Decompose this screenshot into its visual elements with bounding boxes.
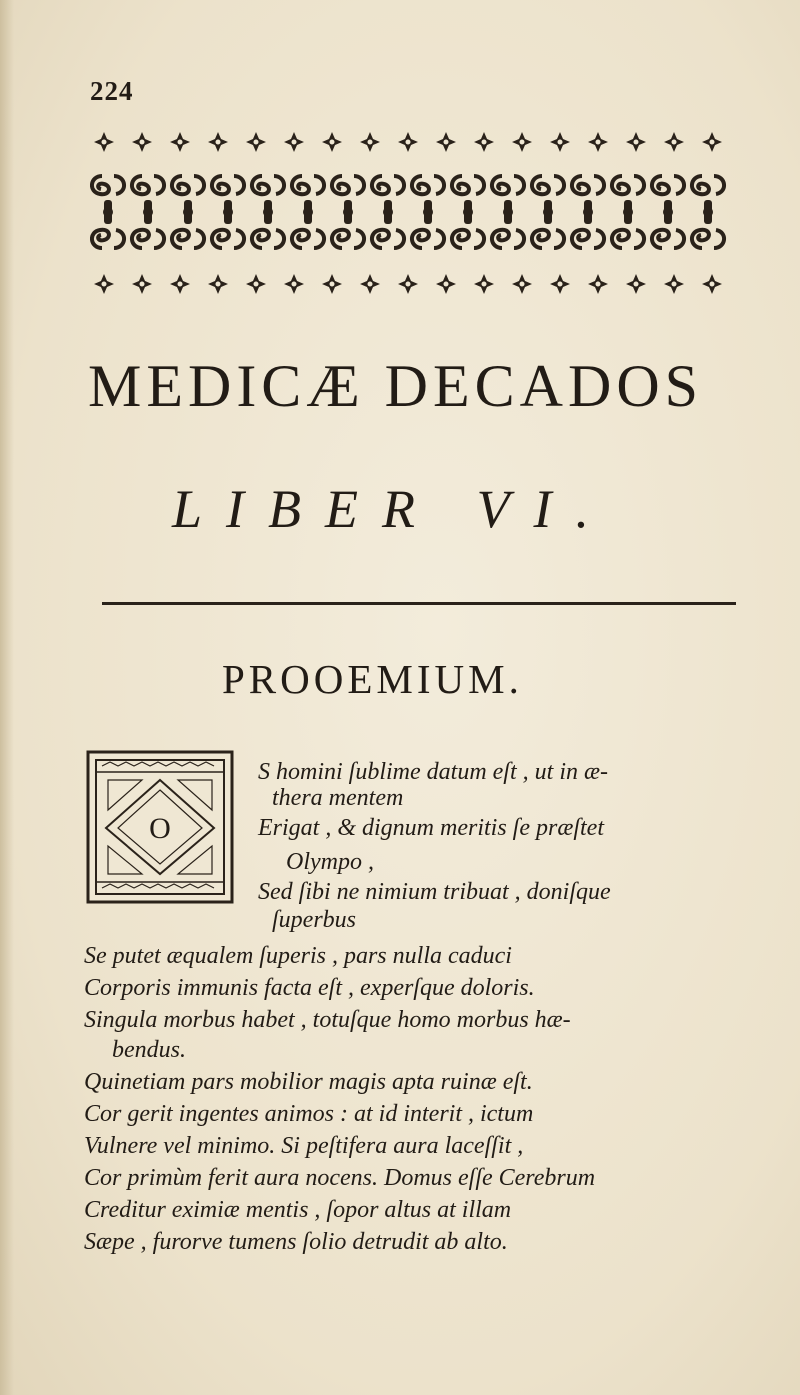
verse-line: Vulnere vel minimo. Si peſtifera aura laceſſit , [84,1133,524,1159]
verse-line: Corporis immunis facta eſt , experſque doloris. [84,975,535,1001]
gutter-shadow [0,0,14,1395]
verse-line: Sed ſibi ne nimium tribuat , doniſque [258,879,611,905]
verse-line: Cor primùm ferit aura nocens. Domus eſſe Cerebrum [84,1165,596,1191]
verse-line: Olympo , [286,849,374,875]
section-heading: PROOEMIUM. [222,656,523,702]
verse-line: S homini ſublime datum eſt , ut in æ- [258,759,608,785]
verse-line: thera mentem [272,785,404,811]
decorated-initial [86,750,234,904]
verse-line: Singula morbus habet , totuſque homo morbus hæ- [84,1007,571,1033]
divider-rule [102,602,736,605]
book-title: MEDICÆ DECADOS [88,353,704,419]
page-number: 224 [90,76,134,106]
verse-line: Cor gerit ingentes animos : at id interit , ictum [84,1101,534,1127]
ornament-top-row [94,132,722,152]
drop-cap-letter: O [149,812,171,845]
verse-line: Sæpe , furorve tumens ſolio detrudit ab alto. [84,1229,508,1255]
verse-line: Erigat , & dignum meritis ſe præſtet [258,815,604,841]
ornament-bottom-row [94,274,722,294]
verse-line: Quinetiam pars mobilior magis apta ruinæ eſt. [84,1069,533,1095]
verse-line: bendus. [112,1037,186,1063]
ornament-scroll-band [92,176,724,248]
verse-line: Se putet æqualem ſuperis , pars nulla caduci [84,943,512,969]
verse-line: ſuperbus [272,907,356,933]
book-subtitle: LIBER VI. [172,479,613,539]
verse-line: Creditur eximiæ mentis , ſopor altus at illam [84,1197,512,1223]
headpiece-ornament [90,120,738,310]
